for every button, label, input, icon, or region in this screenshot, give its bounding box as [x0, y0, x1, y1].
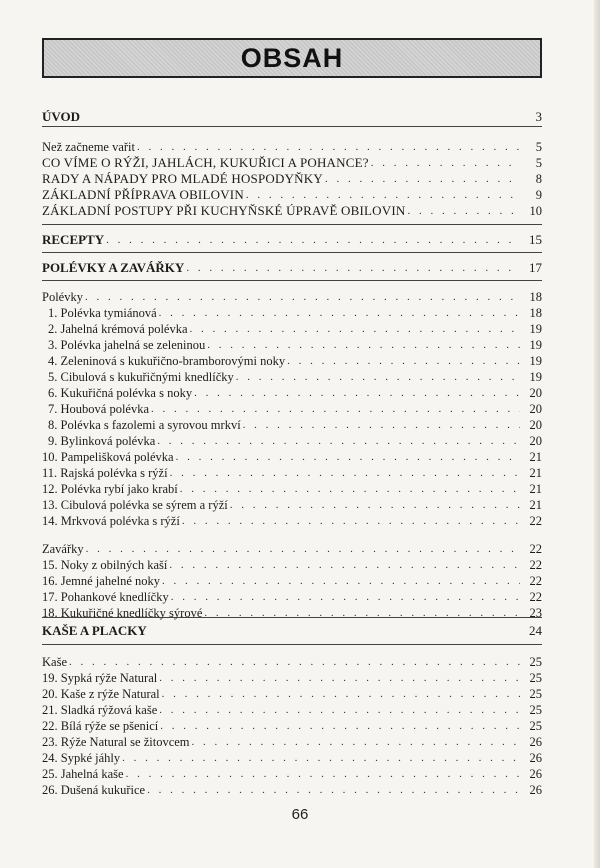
toc-section-recepty — [42, 231, 542, 247]
dot-leader — [407, 204, 520, 218]
toc-page-number: 23 — [529, 606, 542, 620]
toc-entry — [42, 448, 542, 464]
dot-leader — [159, 703, 520, 717]
toc-entry-label: 14. Mrkvová polévka s rýží — [42, 514, 180, 528]
toc-entry-label: 7. Houbová polévka — [48, 402, 150, 416]
toc-section-label: KAŠE A PLACKY — [42, 623, 147, 638]
toc-entry — [42, 496, 542, 512]
toc-page-number: 19 — [529, 338, 542, 352]
dot-leader — [207, 338, 520, 352]
toc-entry-label: 9. Bylinková polévka — [48, 434, 156, 448]
toc-entry-label: 3. Polévka jahelná se zeleninou — [48, 338, 206, 352]
dot-leader — [151, 402, 520, 416]
toc-entry-label: 4. Zeleninová s kukuřično-bramborovými noky — [48, 354, 286, 368]
toc-entry — [42, 749, 542, 765]
toc-entry-label: 11. Rajská polévka s rýží — [42, 466, 168, 480]
toc-page-number: 26 — [529, 767, 542, 781]
toc-entry — [42, 701, 542, 717]
dot-leader — [194, 386, 520, 400]
toc-page-number: 10 — [529, 204, 542, 218]
toc-entry-label: 23. Rýže Natural se žitovcem — [42, 735, 190, 749]
toc-page-number: 5 — [535, 156, 542, 170]
toc-entry — [42, 170, 542, 186]
dot-leader — [371, 156, 520, 170]
toc-page-number: 22 — [529, 574, 542, 588]
toc-entry-label: 17. Pohankové knedlíčky — [42, 590, 169, 604]
toc-page-number: 9 — [535, 188, 542, 202]
toc-entry — [42, 202, 542, 218]
toc-entry — [42, 464, 542, 480]
dot-leader — [162, 574, 520, 588]
toc-entry-label: 18. Kukuřičné knedlíčky sýrové — [42, 606, 203, 620]
toc-page-number: 26 — [529, 751, 542, 765]
dot-leader — [159, 671, 520, 685]
toc-page-number: 21 — [529, 450, 542, 464]
toc-entry — [42, 400, 542, 416]
toc-group-label: Polévky — [42, 290, 83, 304]
toc-page-number: 24 — [529, 623, 542, 638]
dot-leader — [230, 498, 520, 512]
toc-entry — [42, 669, 542, 685]
dot-leader — [190, 322, 520, 336]
dot-leader — [325, 172, 520, 186]
dot-leader — [147, 783, 520, 797]
toc-entry-label: 25. Jahelná kaše — [42, 767, 124, 781]
toc-entry-label: 20. Kaše z rýže Natural — [42, 687, 160, 701]
dot-leader — [192, 735, 520, 749]
toc-section-uvod — [42, 108, 542, 124]
dot-leader — [182, 514, 520, 528]
page-number: 66 — [291, 806, 309, 823]
toc-group-label: Zavářky — [42, 542, 84, 556]
dot-leader — [176, 450, 520, 464]
toc-entry — [42, 685, 542, 701]
toc-entry — [42, 432, 542, 448]
toc-entry-label: ZÁKLADNÍ PŘÍPRAVA OBILOVIN — [42, 187, 244, 202]
toc-entry — [42, 368, 542, 384]
toc-entry-label: 1. Polévka tymiánová — [48, 306, 157, 320]
section-rule — [42, 224, 542, 225]
dot-leader — [170, 466, 520, 480]
toc-page-number: 26 — [529, 735, 542, 749]
section-rule — [42, 617, 542, 618]
toc-page-number: 22 — [529, 590, 542, 604]
toc-entry — [42, 154, 542, 170]
toc-page-number: 20 — [529, 418, 542, 432]
toc-entry-label: RADY A NÁPADY PRO MLADÉ HOSPODYŇKY — [42, 171, 323, 186]
toc-entry-label: 15. Noky z obilných kaší — [42, 558, 168, 572]
dot-leader — [106, 233, 520, 247]
dot-leader — [287, 354, 520, 368]
toc-group-zavarky — [42, 540, 542, 556]
dot-leader — [137, 140, 520, 154]
toc-page-number: 19 — [529, 322, 542, 336]
toc-entry — [42, 588, 542, 604]
section-rule — [42, 126, 542, 127]
dot-leader — [243, 418, 520, 432]
dot-leader — [236, 370, 520, 384]
toc-page-number: 21 — [529, 482, 542, 496]
toc-entry-label: 16. Jemné jahelné noky — [42, 574, 161, 588]
dot-leader — [85, 290, 520, 304]
toc-entry — [42, 480, 542, 496]
dot-leader — [171, 590, 520, 604]
toc-page-number: 25 — [529, 719, 542, 733]
toc-entry-label: 5. Cibulová s kukuřičnými knedlíčky — [48, 370, 234, 384]
toc-page-number: 3 — [535, 109, 542, 124]
toc-entry — [42, 765, 542, 781]
toc-entry-label: 6. Kukuřičná polévka s noky — [48, 386, 193, 400]
dot-leader — [169, 558, 520, 572]
toc-entry — [42, 320, 542, 336]
toc-entry-label: CO VÍME O RÝŽI, JAHLÁCH, KUKUŘICI A POHANCE? — [42, 155, 369, 170]
toc-page-number: 18 — [529, 290, 542, 304]
dot-leader — [186, 261, 520, 275]
dot-leader — [69, 655, 520, 669]
section-rule — [42, 644, 542, 645]
toc-entry — [42, 781, 542, 797]
toc-page-number: 20 — [529, 386, 542, 400]
toc-entry-label: 13. Cibulová polévka se sýrem a rýží — [42, 498, 228, 512]
toc-entry-label: 10. Pampelišková polévka — [42, 450, 174, 464]
toc-entry-label: 8. Polévka s fazolemi a syrovou mrkví — [48, 418, 241, 432]
toc-page-number: 21 — [529, 466, 542, 480]
dot-leader — [86, 542, 520, 556]
toc-page-number: 25 — [529, 671, 542, 685]
toc-group-kase — [42, 653, 542, 669]
toc-page-number: 20 — [529, 434, 542, 448]
toc-page-number: 18 — [529, 306, 542, 320]
toc-page-number: 5 — [535, 140, 542, 154]
toc-entry — [42, 717, 542, 733]
dot-leader — [160, 719, 520, 733]
dot-leader — [157, 434, 520, 448]
dot-leader — [126, 767, 520, 781]
dot-leader — [159, 306, 520, 320]
toc-entry — [42, 512, 542, 528]
dot-leader — [122, 751, 520, 765]
toc-section-kase — [42, 622, 542, 638]
toc-page-number: 19 — [529, 354, 542, 368]
toc-page-number: 20 — [529, 402, 542, 416]
toc-page-number: 26 — [529, 783, 542, 797]
toc-section-polevky — [42, 259, 542, 275]
contents-title: OBSAH — [240, 42, 344, 73]
toc-section-label: ÚVOD — [42, 109, 81, 124]
toc-entry-label: ZÁKLADNÍ POSTUPY PŘI KUCHYŇSKÉ ÚPRAVĚ OBILOVIN — [42, 203, 406, 218]
toc-group-label: Kaše — [42, 655, 67, 669]
toc-entry-label: 22. Bílá rýže se pšenicí — [42, 719, 159, 733]
toc-section-label: POLÉVKY A ZAVÁŘKY — [42, 260, 185, 275]
toc-entry-label: Než začneme vařit — [42, 140, 135, 154]
toc-entry — [42, 304, 542, 320]
toc-entry-label: 2. Jahelná krémová polévka — [48, 322, 188, 336]
toc-entry — [42, 416, 542, 432]
toc-entry — [42, 336, 542, 352]
toc-page-number: 19 — [529, 370, 542, 384]
toc-page-number: 25 — [529, 687, 542, 701]
toc-section-label: RECEPTY — [42, 232, 105, 247]
dot-leader — [162, 687, 520, 701]
toc-entry-label: 24. Sypké jáhly — [42, 751, 121, 765]
toc-page-number: 15 — [529, 232, 542, 247]
toc-entry — [42, 186, 542, 202]
dot-leader — [180, 482, 520, 496]
toc-entry-label: 12. Polévka rybí jako krabí — [42, 482, 178, 496]
dot-leader — [246, 188, 520, 202]
toc-page-number: 25 — [529, 655, 542, 669]
toc-entry-label: 19. Sypká rýže Natural — [42, 671, 158, 685]
section-rule — [42, 252, 542, 253]
toc-entry — [42, 384, 542, 400]
toc-page-number: 8 — [535, 172, 542, 186]
toc-entry — [42, 556, 542, 572]
contents-title-box — [42, 38, 542, 78]
toc-page-number: 22 — [529, 542, 542, 556]
toc-page-number: 22 — [529, 514, 542, 528]
toc-entry — [42, 733, 542, 749]
toc-entry-label: 21. Sladká rýžová kaše — [42, 703, 158, 717]
toc-group-polevky — [42, 288, 542, 304]
toc-entry-label: 26. Dušená kukuřice — [42, 783, 146, 797]
page-edge — [594, 0, 600, 868]
toc-page-number: 21 — [529, 498, 542, 512]
toc-entry — [42, 138, 542, 154]
toc-page-number: 22 — [529, 558, 542, 572]
toc-page-number: 17 — [529, 260, 542, 275]
toc-page-number: 25 — [529, 703, 542, 717]
toc-entry — [42, 572, 542, 588]
section-rule — [42, 280, 542, 281]
toc-entry — [42, 352, 542, 368]
